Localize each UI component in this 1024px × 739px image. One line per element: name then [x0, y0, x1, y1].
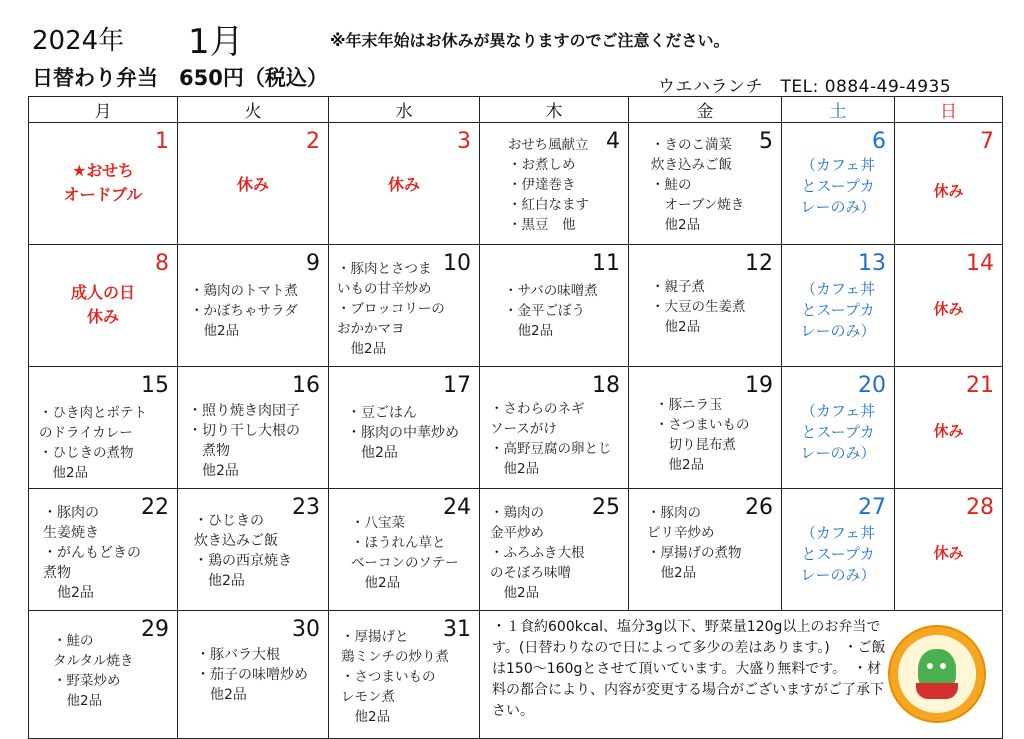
- day-number: 6: [872, 129, 886, 154]
- weekday-header-row: [29, 97, 1003, 123]
- day-cell: [178, 245, 328, 366]
- day-menu: ・豚ニラ玉 ・さつまいもの 切り昆布煮 他2品: [655, 397, 750, 473]
- weekday-sat: 土: [782, 97, 895, 123]
- notes-panel: [480, 611, 1002, 738]
- day-menu: ・八宝菜 ・ほうれん草と ベーコンのソテー 他2品: [351, 515, 459, 591]
- day-menu: 休み: [933, 422, 964, 440]
- day-menu: ・厚揚げと 鶏ミンチの炒り煮 ・さつまいもの レモン煮 他2品: [341, 629, 449, 725]
- day-number: 20: [858, 373, 886, 398]
- day-number: 22: [141, 495, 169, 520]
- day-menu: ・ひじきの 炊き込みご飯 ・鶏の西京焼き 他2品: [194, 513, 292, 589]
- day-cell: [178, 611, 328, 738]
- week-row: [29, 489, 1003, 611]
- day-number: 25: [592, 495, 620, 520]
- day-number: 23: [292, 495, 320, 520]
- weekday-thu: 木: [480, 97, 629, 123]
- day-number: 5: [759, 129, 773, 154]
- weekday-wed: 水: [329, 97, 480, 123]
- weekday-tue: 火: [178, 97, 329, 123]
- notes-text: ・１食約600kcal、塩分3g以下、野菜量120g以上のお弁当です。(日替わりなので日によって多少の差はあります。) ・ご飯は150〜160gとさせて頂いています。大盛り無料です。 ・材料の都合により、内容が変更する場合がございますがご了承下さい。: [492, 619, 886, 719]
- month-label: 1月: [188, 22, 244, 62]
- day-number: 2: [306, 129, 320, 154]
- day-menu: ・豚肉とさつま いもの甘辛炒め ・ブロッコリーの おかかマヨ 他2品: [337, 261, 445, 357]
- week-row: [29, 123, 1003, 245]
- weekday-mon: 月: [29, 97, 178, 123]
- day-menu: ・親子煮 ・大豆の生姜煮 他2品: [651, 279, 746, 335]
- day-number: 10: [443, 251, 471, 276]
- day-cell: [329, 367, 479, 488]
- day-cell: [178, 123, 328, 244]
- day-number: 17: [443, 373, 471, 398]
- shop-contact: ウエハランチ TEL: 0884-49-4935: [658, 77, 952, 97]
- day-menu: 成人の日 休み: [70, 283, 135, 326]
- day-menu: ★おせち オードブル: [63, 161, 143, 204]
- day-number: 13: [858, 251, 886, 276]
- day-cell: [629, 367, 781, 488]
- day-cell: [782, 123, 894, 244]
- day-number: 28: [966, 495, 994, 520]
- day-cell: [895, 123, 1002, 244]
- calendar-table: [28, 96, 1003, 739]
- day-cell: [29, 245, 177, 366]
- day-number: 30: [292, 617, 320, 642]
- day-number: 26: [745, 495, 773, 520]
- day-menu: ・きのこ満菜 炊き込みご飯 ・鮭の オーブン焼き 他2品: [651, 137, 745, 233]
- day-cell: [29, 123, 177, 244]
- day-cell: [629, 489, 781, 610]
- menu-title: 日替わり弁当 650円（税込）: [32, 66, 328, 90]
- day-number: 11: [592, 251, 620, 276]
- day-number: 8: [155, 251, 169, 276]
- day-number: 3: [457, 129, 471, 154]
- day-number: 31: [443, 617, 471, 642]
- day-menu: ・豚肉の 生姜焼き ・がんもどきの 煮物 他2品: [43, 505, 141, 601]
- day-cell: [895, 489, 1002, 610]
- day-menu: ・鶏肉の 金平炒め ・ふろふき大根 のそぼろ味噌 他2品: [490, 505, 585, 601]
- day-cell: [895, 245, 1002, 366]
- day-menu: ・サバの味噌煮 ・金平ごぼう 他2品: [504, 283, 598, 339]
- day-menu: （カフェ丼 とスープカ レーのみ）: [800, 280, 876, 340]
- day-number: 19: [745, 373, 773, 398]
- day-cell: [480, 245, 628, 366]
- day-cell: [629, 245, 781, 366]
- day-cell: [782, 489, 894, 610]
- day-menu: 休み: [933, 544, 964, 562]
- day-cell: [29, 489, 177, 610]
- day-menu: 休み: [236, 175, 269, 194]
- day-menu: おせち風献立 ・お煮しめ ・伊達巻き ・紅白なます ・黒豆 他: [508, 137, 589, 233]
- day-number: 21: [966, 373, 994, 398]
- weekday-fri: 金: [629, 97, 782, 123]
- day-cell: [480, 123, 628, 244]
- day-number: 27: [858, 495, 886, 520]
- day-cell: [29, 611, 177, 738]
- day-cell: [178, 489, 328, 610]
- day-menu: ・鶏肉のトマト煮 ・かぼちゃサラダ 他2品: [190, 283, 298, 339]
- day-number: 24: [443, 495, 471, 520]
- day-number: 7: [980, 129, 994, 154]
- week-row: [29, 245, 1003, 367]
- day-menu: （カフェ丼 とスープカ レーのみ）: [800, 156, 876, 216]
- day-number: 12: [745, 251, 773, 276]
- day-number: 1: [155, 129, 169, 154]
- holiday-notice: ※年末年始はお休みが異なりますのでご注意ください。: [330, 31, 730, 50]
- day-number: 9: [306, 251, 320, 276]
- day-cell: [480, 367, 628, 488]
- day-menu: ・豚肉の ピリ辛炒め ・厚揚げの煮物 他2品: [647, 505, 742, 581]
- week-row: [29, 367, 1003, 489]
- day-cell: [329, 245, 479, 366]
- day-menu: 休み: [387, 175, 420, 194]
- day-cell: [895, 367, 1002, 488]
- weekday-sun: 日: [895, 97, 1003, 123]
- day-menu: （カフェ丼 とスープカ レーのみ）: [800, 402, 876, 462]
- day-number: 4: [606, 129, 620, 154]
- vegetable-mascot-logo-icon: [888, 625, 986, 723]
- day-number: 16: [292, 373, 320, 398]
- day-menu: ・鮭の タルタル焼き ・野菜炒め 他2品: [53, 633, 134, 709]
- day-menu: ・豆ごはん ・豚肉の中華炒め 他2品: [347, 405, 459, 461]
- day-menu: ・照り焼き肉団子 ・切り干し大根の 煮物 他2品: [188, 403, 300, 479]
- day-menu: （カフェ丼 とスープカ レーのみ）: [800, 524, 876, 584]
- day-cell: [329, 611, 479, 738]
- day-menu: ・ひき肉とポテト のドライカレー ・ひじきの煮物 他2品: [39, 405, 147, 481]
- week-row: [29, 611, 1003, 739]
- day-cell: [329, 123, 479, 244]
- year-label: 2024年: [32, 26, 125, 56]
- day-number: 18: [592, 373, 620, 398]
- day-cell: [782, 245, 894, 366]
- day-cell: [29, 367, 177, 488]
- day-menu: 休み: [933, 300, 964, 318]
- day-menu: 休み: [933, 182, 964, 200]
- day-cell: [178, 367, 328, 488]
- day-menu: ・さわらのネギ ソースがけ ・高野豆腐の卵とじ 他2品: [490, 401, 612, 477]
- day-number: 14: [966, 251, 994, 276]
- day-cell: [480, 489, 628, 610]
- day-number: 29: [141, 617, 169, 642]
- day-cell: [782, 367, 894, 488]
- day-menu: ・豚バラ大根 ・茄子の味噌炒め 他2品: [196, 647, 308, 703]
- day-number: 15: [141, 373, 169, 398]
- day-cell: [329, 489, 479, 610]
- day-cell: [629, 123, 781, 244]
